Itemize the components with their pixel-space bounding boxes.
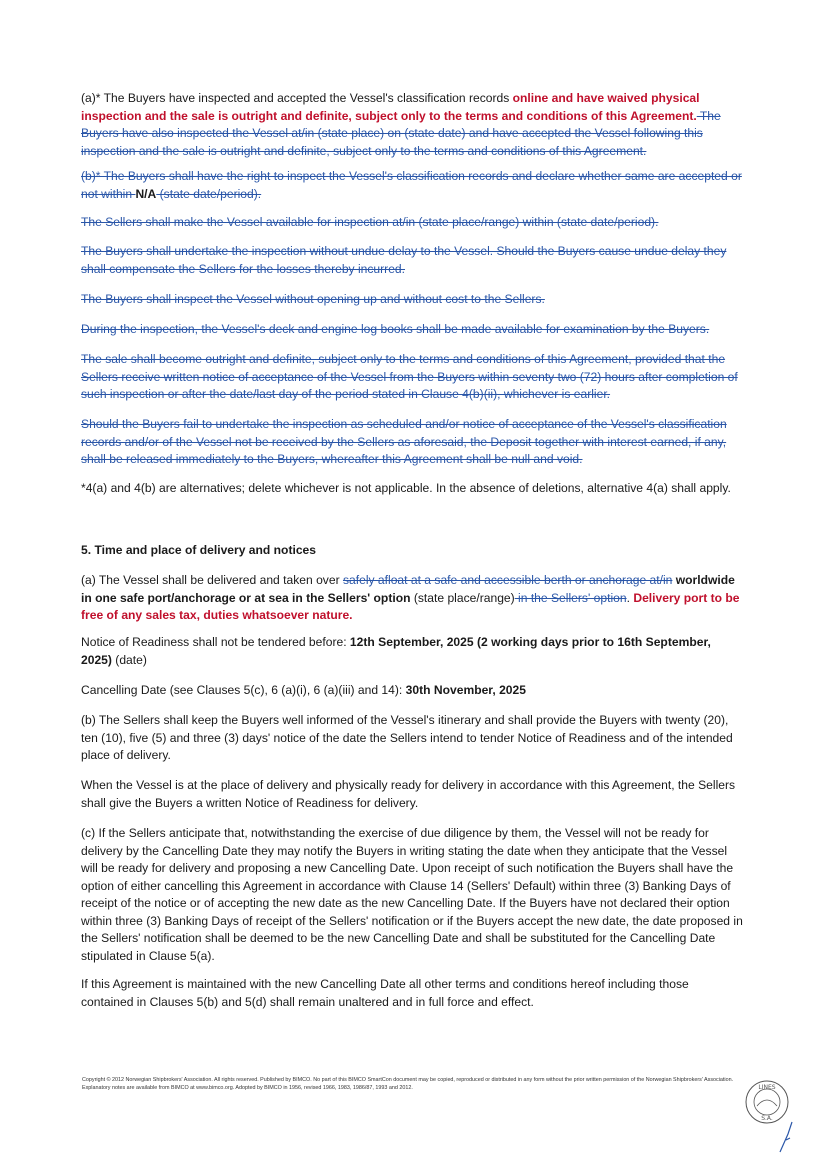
deleted-paragraph: Should the Buyers fail to undertake the inspection as scheduled and/or notice of acceptance of the Vessel's classification records and/or of the Vessel not be received by the Sellers as aforesaid, the Deposit together with interest earned, if any, shall be released immediately to the Buyers, whereafter this Agreement shall be null and void. <box>81 417 727 466</box>
deleted-paragraph: The sale shall become outright and definite, subject only to the terms and conditions of this Agreement, provided that the Sellers receive written notice of acceptance of the Vessel from the Buyers within seventy two (72) hours after completion of such inspection or after the date/last day of the period stated in Clause 4(b)(ii), whichever is earlier. <box>81 352 738 401</box>
clause-4b-deleted-period: (state date/period). <box>156 186 262 201</box>
clause-5a-place: worldwide in one safe port/anchorage or at sea in the Sellers' option <box>81 573 735 605</box>
deleted-paragraph: The Buyers shall inspect the Vessel without opening up and without cost to the Sellers. <box>81 292 545 306</box>
cancelling-date-value: 30th November, 2025 <box>405 683 526 697</box>
clause-4a-text: (a)* The Buyers have inspected and accepted the Vessel's classification records <box>81 91 513 105</box>
clause-5a <box>81 572 743 625</box>
clause-4b-na: N/A <box>135 186 157 201</box>
clause-5a-period: . <box>626 590 630 605</box>
nor-label: Notice of Readiness shall not be tendered before: <box>81 635 350 649</box>
notice-paragraph: When the Vessel is at the place of delivery and physically ready for delivery in accordance with this Agreement, the Sellers shall give the Buyers a written Notice of Readiness for delivery. <box>81 778 736 810</box>
handwritten-signature <box>776 1118 798 1154</box>
deleted-paragraph: The Sellers shall make the Vessel available for inspection at/in (state place/range) within (state date/period). <box>81 215 659 229</box>
stamp-lettering: LINES <box>758 1084 776 1091</box>
clause-4b-deleted: (b)* The Buyers shall have the right to inspect the Vessel's classification records and declare whether same are accepted or not within <box>81 169 742 201</box>
svg-text:S.A.: S.A. <box>761 1115 773 1122</box>
notice-of-readiness <box>81 634 743 669</box>
clause-5a-text: (a) The Vessel shall be delivered and taken over <box>81 573 343 587</box>
deleted-paragraph: The Buyers shall undertake the inspection without undue delay to the Vessel. Should the Buyers cause undue delay they shall compensate the Sellers for the losses thereby incurred. <box>81 244 727 276</box>
clause-5b: (b) The Sellers shall keep the Buyers well informed of the Vessel's itinerary and shall provide the Buyers with twenty (20), ten (10), five (5) and three (3) days' notice of the date the Sellers intend to tender Notice of Readiness and of the intended place of delivery. <box>81 713 733 762</box>
nor-date: 12th September, 2025 (2 working days prior to 16th September, 2025) <box>81 635 711 667</box>
clause-5c: (c) If the Sellers anticipate that, notwithstanding the exercise of due diligence by them, the Vessel will not be ready for delivery by the Cancelling Date they may notify the Buyers in writing stating the date when they anticipate that the Vessel will be ready for delivery and proposing a new Cancelling Date. Upon receipt of such notification the Buyers shall have the option of either cancelling this Agreement in accordance with Clause 14 (Sellers' Default) within three (3) Banking Days of receipt of the notice or of accepting the new date as the new Cancelling Date. If the Buyers have not declared their option within three (3) Banking Days of receipt of the Sellers' notification or if the Buyers accept the new date, the date proposed in the Sellers' notification shall be deemed to be the new Cancelling Date and shall be substituted for the Cancelling Date stipulated in Clause 5(a). <box>81 826 743 963</box>
clause-5a-placeholder: (state place/range) <box>410 590 515 605</box>
clause-5-heading: 5. Time and place of delivery and notices <box>81 543 317 557</box>
clause-5a-deleted: safely afloat at a safe and accessible berth or anchorage at/in <box>342 573 673 587</box>
clause-4a <box>81 90 743 160</box>
alternatives-note: *4(a) and 4(b) are alternatives; delete whichever is not applicable. In the absence of deletions, alternative 4(a) shall apply. <box>81 481 731 495</box>
clause-4b <box>81 168 743 203</box>
clause-5a-deleted-option: in the Sellers' option <box>514 590 627 605</box>
deleted-paragraph: During the inspection, the Vessel's deck and engine log books shall be made available for examination by the Buyers. <box>81 322 710 336</box>
copyright-footer: Copyright © 2012 Norwegian Shipbrokers' Association. All rights reserved. Published by BIMCO. No part of this BIMCO SmartCon document may be copied, reproduced or distributed in any form without the prior written permission of the Norwegian Shipbrokers' Association. Explanatory notes are available from BIMCO at www.bimco.org. Adopted by BIMCO in 1956, revised 1966, 1983, 1986/87, 1993 and 2012. <box>82 1077 734 1091</box>
cancelling-date <box>81 682 743 700</box>
cancelling-date-label: Cancelling Date (see Clauses 5(c), 6 (a)(i), 6 (a)(iii) and 14): <box>81 683 406 697</box>
clause-4a-amendment: online and have waived physical inspection and the sale is outright and definite, subject only to the terms and conditions of this Agreement. <box>81 91 700 123</box>
clause-4a-deleted: The Buyers have also inspected the Vessel at/in (state place) on (state date) and have accepted the Vessel following this inspection and the sale is outright and definite, subject only to the terms and conditions of this Agreement. <box>81 108 721 158</box>
maintained-paragraph: If this Agreement is maintained with the new Cancelling Date all other terms and conditions hereof including those contained in Clauses 5(b) and 5(d) shall remain unaltered and in full force and effect. <box>81 977 689 1009</box>
clause-5a-amendment: Delivery port to be free of any sales tax, duties whatsoever nature. <box>81 590 740 622</box>
nor-date-hint: (date) <box>111 652 147 667</box>
